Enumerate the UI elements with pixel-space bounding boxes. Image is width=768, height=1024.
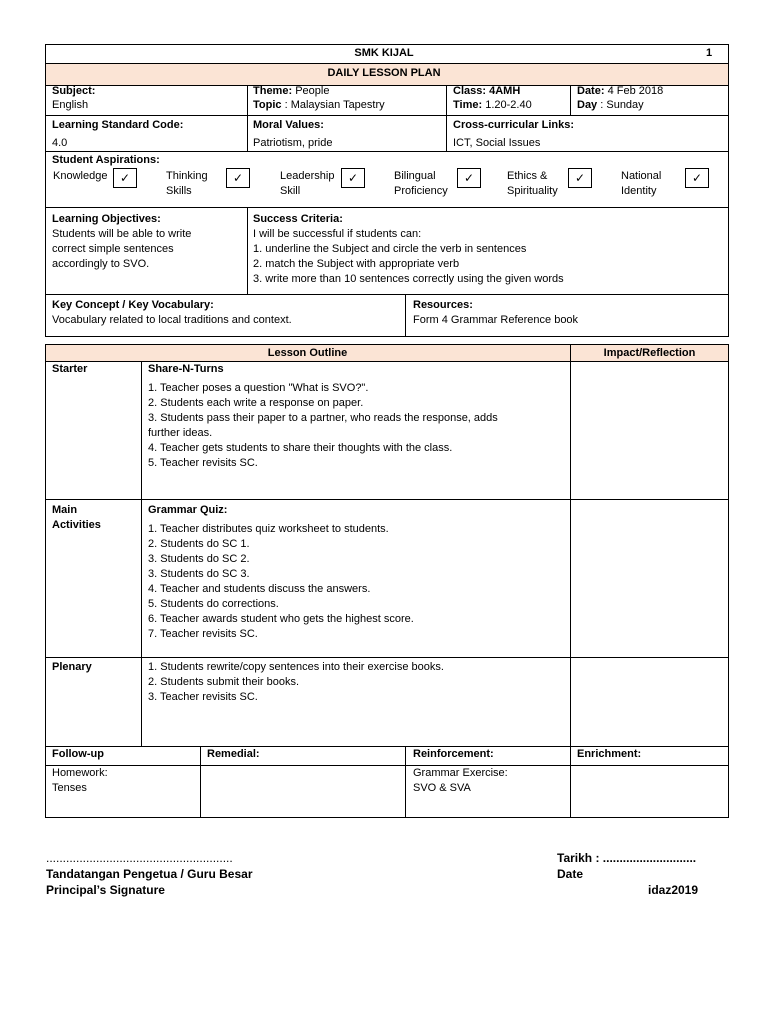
- aspiration-label-line2: Spirituality: [507, 185, 558, 197]
- aspirations-label: Student Aspirations:: [52, 154, 160, 166]
- subject-value: English: [52, 99, 89, 111]
- aspiration-label-line1: National: [621, 170, 662, 182]
- objective-line: Students will be able to write: [52, 228, 192, 240]
- aspiration-ethics: [507, 169, 558, 199]
- reinforcement-line: Grammar Exercise:: [413, 767, 508, 779]
- date-row: [577, 84, 663, 99]
- main-label-line1: Main: [52, 504, 78, 516]
- main-step: 3. Students do SC 3.: [148, 568, 250, 580]
- main-step: 5. Students do corrections.: [148, 598, 279, 610]
- topic-row: [253, 98, 385, 113]
- impact-header: Impact/Reflection: [603, 347, 696, 359]
- reinforcement-label: Reinforcement:: [413, 748, 494, 760]
- enrichment-label: Enrichment:: [577, 748, 642, 760]
- aspiration-label-line2: Skills: [166, 185, 192, 197]
- main-step: 7. Teacher revisits SC.: [148, 628, 258, 640]
- time-row: [453, 98, 532, 113]
- aspiration-leadership: [280, 169, 334, 199]
- day-label: Day: [577, 99, 598, 111]
- concept-value: Vocabulary related to local traditions and context.: [52, 314, 292, 326]
- check-icon: ✓: [457, 168, 481, 188]
- plenary-step: 3. Teacher revisits SC.: [148, 691, 258, 703]
- success-criteria-line: I will be successful if students can:: [253, 228, 422, 240]
- reinforcement-line: SVO & SVA: [413, 782, 471, 794]
- remedial-label: Remedial:: [207, 748, 260, 760]
- time-value: 1.20-2.40: [485, 99, 532, 111]
- plenary-step: 2. Students submit their books.: [148, 676, 300, 688]
- success-criteria-line: 1. underline the Subject and circle the verb in sentences: [253, 243, 527, 255]
- date-sign-label: Date: [557, 867, 584, 881]
- topic-label: Topic: [253, 99, 282, 111]
- success-criteria-label: Success Criteria:: [253, 213, 343, 225]
- starter-step: further ideas.: [148, 427, 213, 439]
- main-activities-label: [52, 503, 101, 533]
- topic-value: : Malaysian Tapestry: [284, 99, 385, 111]
- page-number: 1: [706, 47, 713, 59]
- author-code: idaz2019: [648, 883, 699, 897]
- objective-line: correct simple sentences: [52, 243, 174, 255]
- check-icon: ✓: [685, 168, 709, 188]
- followup-label: Follow-up: [52, 748, 104, 760]
- subject-label: Subject:: [52, 85, 96, 97]
- school-name: SMK KIJAL: [354, 47, 414, 59]
- signature-line2: Principal’s Signature: [46, 883, 165, 897]
- main-step: 2. Students do SC 1.: [148, 538, 250, 550]
- plenary-step: 1. Students rewrite/copy sentences into their exercise books.: [148, 661, 444, 673]
- aspiration-national: [621, 169, 661, 199]
- cross-value: ICT, Social Issues: [453, 137, 541, 149]
- check-icon: ✓: [341, 168, 365, 188]
- plenary-steps: [148, 660, 444, 705]
- concept-label: Key Concept / Key Vocabulary:: [52, 299, 214, 311]
- starter-step: 3. Students pass their paper to a partner, who reads the response, adds: [148, 412, 498, 424]
- starter-title: Share-N-Turns: [148, 363, 224, 375]
- date-value: 4 Feb 2018: [607, 85, 664, 97]
- starter-step: 2. Students each write a response on paper.: [148, 397, 364, 409]
- main-step: 6. Teacher awards student who gets the highest score.: [148, 613, 414, 625]
- check-icon: ✓: [568, 168, 592, 188]
- success-criteria-line: 3. write more than 10 sentences correctly using the given words: [253, 273, 564, 285]
- aspiration-label-line2: Identity: [621, 185, 657, 197]
- resources-label: Resources:: [413, 299, 473, 311]
- main-steps: [148, 522, 414, 642]
- class-label: Class:: [453, 85, 487, 97]
- aspiration-label-line1: Leadership: [280, 170, 335, 182]
- aspiration-thinking: [166, 169, 208, 199]
- plan-title: DAILY LESSON PLAN: [327, 67, 441, 79]
- aspiration-label-line1: Ethics &: [507, 170, 548, 182]
- homework-line: Homework:: [52, 767, 108, 779]
- aspiration-knowledge: [53, 169, 107, 184]
- success-criteria-line: 2. match the Subject with appropriate verb: [253, 258, 460, 270]
- main-label-line2: Activities: [52, 519, 101, 531]
- homework-line: Tenses: [52, 782, 87, 794]
- starter-step: 1. Teacher poses a question "What is SVO?".: [148, 382, 369, 394]
- starter-step: 4. Teacher gets students to share their thoughts with the class.: [148, 442, 453, 454]
- class-value: 4AMH: [489, 85, 521, 97]
- starter-label: Starter: [52, 363, 88, 375]
- time-label: Time:: [453, 99, 483, 111]
- aspiration-label-line2: Skill: [280, 185, 301, 197]
- day-row: [577, 98, 644, 113]
- objectives-label: Learning Objectives:: [52, 213, 161, 225]
- tarikh-label: Tarikh : ............................: [557, 851, 697, 865]
- objective-line: accordingly to SVO.: [52, 258, 150, 270]
- check-icon: ✓: [113, 168, 137, 188]
- check-icon: ✓: [226, 168, 250, 188]
- day-value: : Sunday: [600, 99, 644, 111]
- lsc-value: 4.0: [52, 137, 68, 149]
- aspiration-label-line2: Proficiency: [394, 185, 448, 197]
- aspiration-label-line1: Knowledge: [53, 170, 108, 182]
- aspiration-label-line1: Thinking: [166, 170, 208, 182]
- main-step: 4. Teacher and students discuss the answers.: [148, 583, 371, 595]
- moral-value: Patriotism, pride: [253, 137, 333, 149]
- lsc-label: Learning Standard Code:: [52, 119, 184, 131]
- date-label: Date:: [577, 85, 605, 97]
- moral-label: Moral Values:: [253, 119, 324, 131]
- aspiration-label-line1: Bilingual: [394, 170, 436, 182]
- main-title: Grammar Quiz:: [148, 504, 228, 516]
- outline-header: Lesson Outline: [267, 347, 348, 359]
- plenary-label: Plenary: [52, 661, 92, 673]
- cross-label: Cross-curricular Links:: [453, 119, 575, 131]
- signature-dots: ........................................................: [46, 851, 233, 865]
- class-row: [453, 84, 520, 99]
- main-step: 1. Teacher distributes quiz worksheet to students.: [148, 523, 389, 535]
- starter-step: 5. Teacher revisits SC.: [148, 457, 258, 469]
- starter-steps: [148, 381, 498, 471]
- aspiration-bilingual: [394, 169, 448, 199]
- theme-value: People: [295, 85, 330, 97]
- resources-value: Form 4 Grammar Reference book: [413, 314, 579, 326]
- theme-row: [253, 84, 329, 99]
- signature-line1: Tandatangan Pengetua / Guru Besar: [46, 867, 253, 881]
- main-step: 3. Students do SC 2.: [148, 553, 250, 565]
- theme-label: Theme:: [253, 85, 293, 97]
